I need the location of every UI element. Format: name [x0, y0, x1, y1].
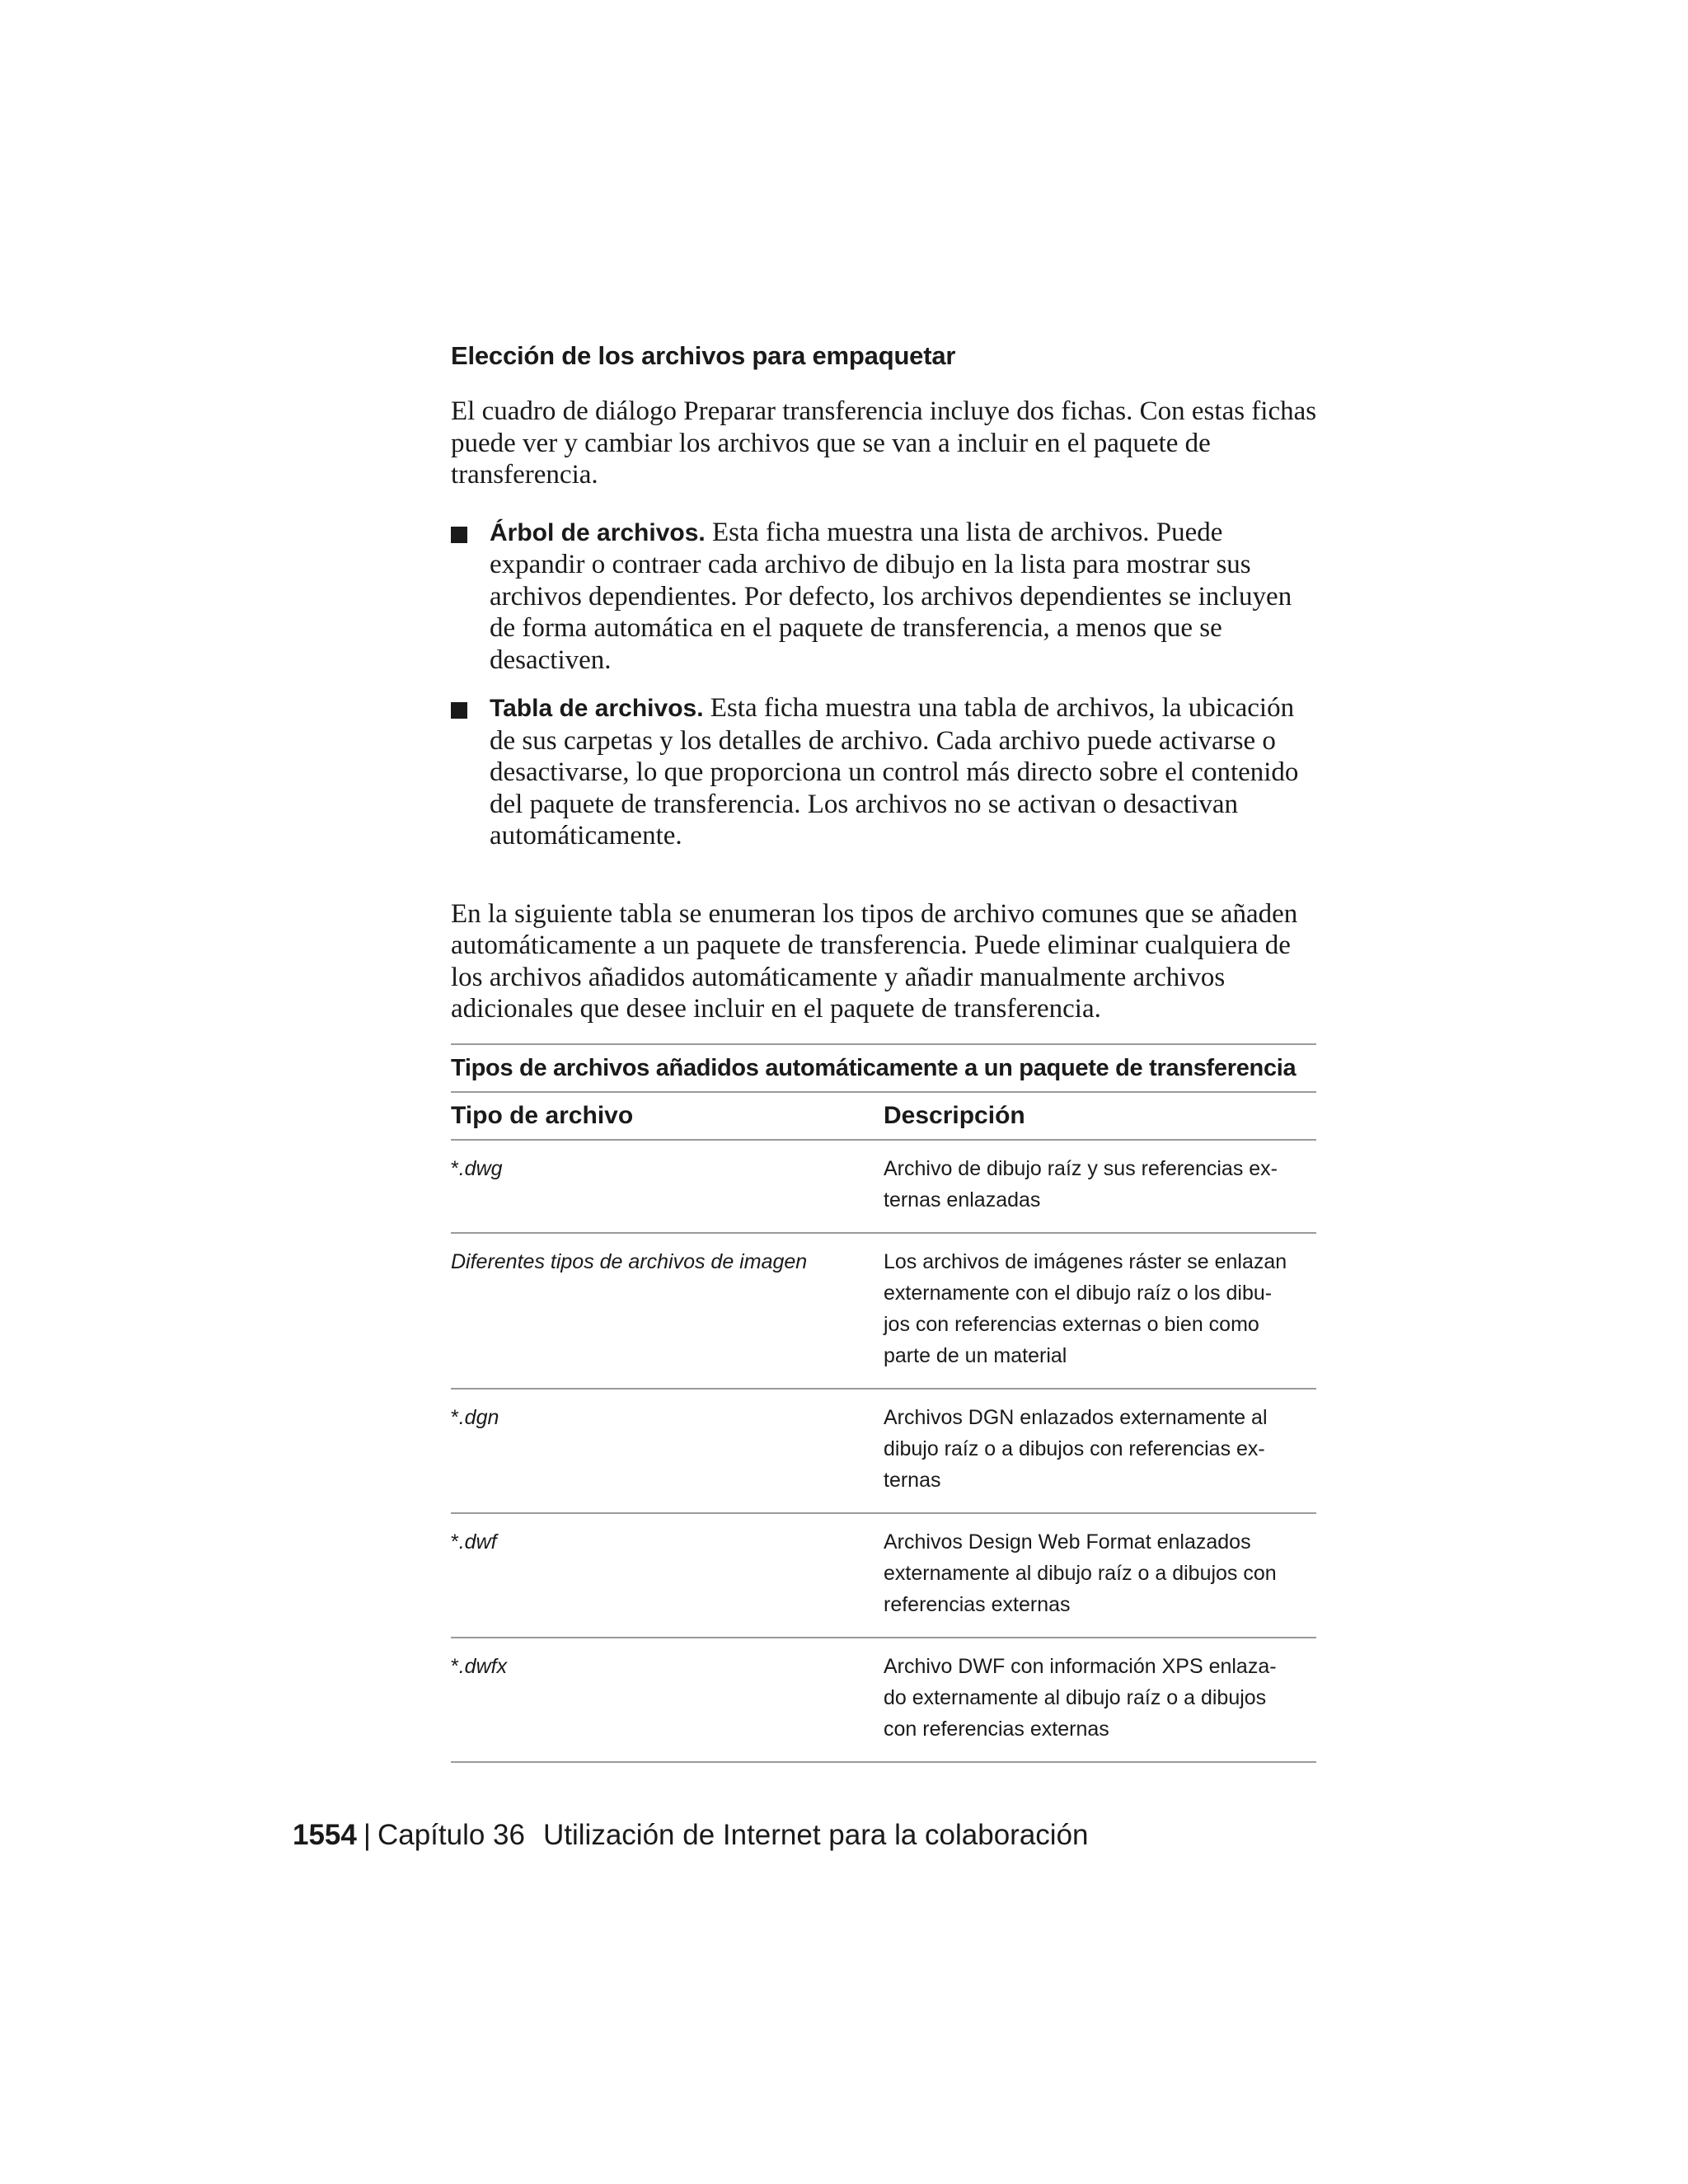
description-line: Archivos Design Web Format enlazados [884, 1530, 1251, 1554]
page-footer [293, 1817, 1089, 1854]
wildcard-prefix: * [451, 1405, 459, 1429]
section-heading: Elección de los archivos para empaquetar [451, 341, 956, 370]
file-type-text: .dwfx [458, 1654, 508, 1678]
description-line: jos con referencias externas o bien como [884, 1312, 1259, 1336]
bullet-text: Esta ficha muestra una lista de archivos. Puede expandir o contraer cada archivo de dibujo en la lista para mostrar sus archivos dependientes. Por defecto, los archivos dependientes se incluyen de forma automática en el paquete de transferencia, a menos que se desactiven. [490, 517, 1292, 675]
description-line: do externamente al dibujo raíz o a dibujos [884, 1685, 1267, 1709]
cell-file-type [451, 1651, 884, 1745]
cell-file-type [451, 1526, 884, 1620]
square-bullet-icon [451, 702, 467, 719]
wildcard-prefix: * [451, 1156, 459, 1180]
cell-description [884, 1526, 1316, 1620]
table-caption: Tipos de archivos añadidos automáticamente a un paquete de transferencia [451, 1045, 1316, 1093]
bullet-term: Tabla de archivos. [490, 695, 704, 722]
intro-paragraph: El cuadro de diálogo Preparar transferencia incluye dos fichas. Con estas fichas puede ver y cambiar los archivos que se van a incluir en el paquete de transferencia. [451, 396, 1317, 490]
file-type-text: .dwf [458, 1530, 497, 1554]
table-intro-paragraph: En la siguiente tabla se enumeran los tipos de archivo comunes que se añaden automáticamente a un paquete de transferencia. Puede eliminar cualquiera de los archivos añadidos automáticamente y añadir manualmente archivos adicionales que desee incluir en el paquete de transferencia. [451, 898, 1298, 1024]
description-line: externamente con el dibujo raíz o los dibu- [884, 1281, 1273, 1305]
description-line: Archivos DGN enlazados externamente al [884, 1405, 1268, 1429]
table-header-row [451, 1093, 1316, 1141]
cell-file-type [451, 1153, 884, 1216]
description-line: ternas enlazadas [884, 1188, 1041, 1212]
description-line: referencias externas [884, 1592, 1071, 1616]
file-types-table [451, 1043, 1316, 1763]
footer-separator: | [363, 1819, 371, 1851]
description-line: Archivo de dibujo raíz y sus referencias ex- [884, 1156, 1278, 1180]
cell-description [884, 1153, 1316, 1216]
file-type-text: .dwg [458, 1156, 503, 1180]
table-row [451, 1638, 1316, 1763]
description-line: Archivo DWF con información XPS enlaza- [884, 1654, 1277, 1678]
bullet-term: Árbol de archivos. [490, 518, 706, 546]
file-type-text: .dgn [458, 1405, 499, 1429]
table-row [451, 1141, 1316, 1234]
table-row [451, 1390, 1316, 1514]
bullet-item-file-tree [451, 517, 1320, 677]
cell-file-type [451, 1246, 884, 1371]
chapter-label: Capítulo 36 [377, 1819, 525, 1851]
bullet-list [451, 517, 1320, 852]
chapter-title: Utilización de Internet para la colaboración [543, 1819, 1089, 1851]
description-line: parte de un material [884, 1343, 1067, 1367]
bullet-text: Esta ficha muestra una tabla de archivos, la ubicación de sus carpetas y los detalles de archivo. Cada archivo puede activarse o desactivarse, lo que proporciona un control más directo sobre el contenido del paquete de transferencia. Los archivos no se activan o desactivan automáticamente. [490, 693, 1299, 851]
page-number: 1554 [293, 1819, 357, 1851]
cell-description [884, 1246, 1316, 1371]
table-row [451, 1234, 1316, 1390]
cell-file-type [451, 1402, 884, 1496]
file-type-text: Diferentes tipos de archivos de imagen [451, 1249, 808, 1273]
cell-description [884, 1651, 1316, 1745]
column-header-type: Tipo de archivo [451, 1101, 634, 1129]
table-body [451, 1141, 1316, 1763]
description-line: Los archivos de imágenes ráster se enlazan [884, 1249, 1287, 1273]
description-line: con referencias externas [884, 1717, 1109, 1741]
table-row [451, 1514, 1316, 1638]
bullet-item-file-table [451, 692, 1320, 852]
description-line: ternas [884, 1468, 941, 1492]
column-header-description: Descripción [884, 1101, 1025, 1129]
description-line: dibujo raíz o a dibujos con referencias ex- [884, 1436, 1265, 1460]
wildcard-prefix: * [451, 1530, 459, 1554]
square-bullet-icon [451, 527, 467, 543]
cell-description [884, 1402, 1316, 1496]
description-line: externamente al dibujo raíz o a dibujos con [884, 1561, 1277, 1585]
page-content [451, 340, 1320, 1763]
wildcard-prefix: * [451, 1654, 459, 1678]
